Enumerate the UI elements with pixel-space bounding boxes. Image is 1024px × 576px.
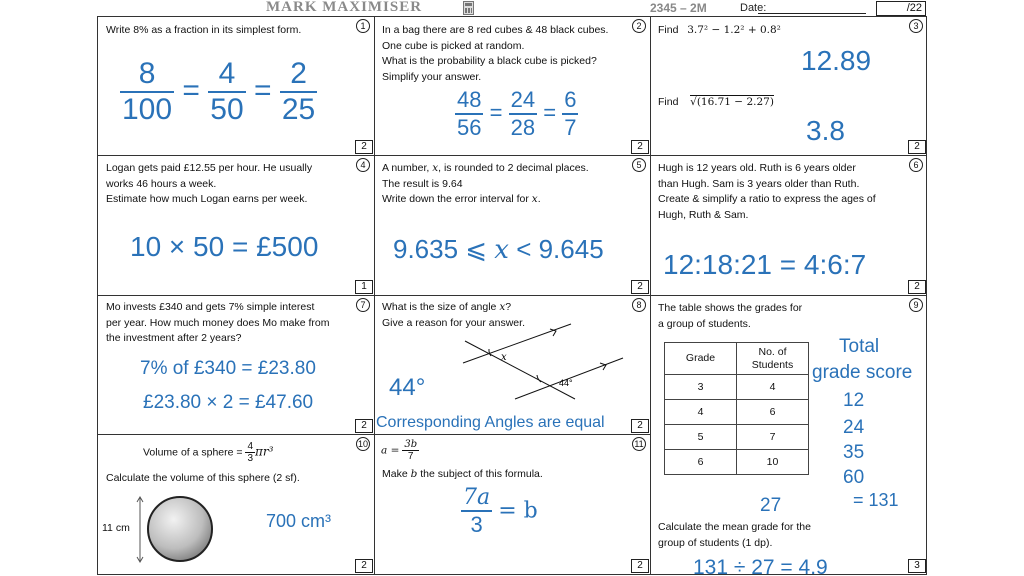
question-3-answer-1: 12.89 xyxy=(801,45,872,76)
angle-44-label: 44° xyxy=(559,378,573,388)
question-1-cell xyxy=(98,17,375,156)
student-count: 27 xyxy=(760,495,782,516)
question-2-marks: 2 xyxy=(631,140,649,154)
students-header: No. of Students xyxy=(737,343,809,375)
question-4-answer: 10 × 50 = £500 xyxy=(130,231,319,262)
question-4-cell xyxy=(98,156,375,296)
question-6-marks: 2 xyxy=(908,280,926,294)
question-3-marks: 2 xyxy=(908,140,926,154)
question-11-cell xyxy=(375,435,651,574)
score-row-4: 60 xyxy=(843,467,865,488)
angle-x-label: x xyxy=(501,352,507,363)
question-10-marks: 2 xyxy=(355,559,373,573)
question-10-number: 10 xyxy=(357,439,368,449)
question-10-formula: Volume of a sphere = $\frac{4}{3}$ πr³ xyxy=(143,441,274,464)
question-11-text: Make b the subject of this formula. xyxy=(382,468,543,480)
question-5-answer: 9.635 ⩽ x < 9.645 xyxy=(393,234,604,265)
question-8-number: 8 xyxy=(632,298,646,312)
question-9-answer: 131 ÷ 27 = 4.9 xyxy=(693,556,828,574)
question-1-number: 1 xyxy=(356,19,370,33)
grade-header: Grade xyxy=(665,343,737,375)
total-heading-2: grade score xyxy=(812,362,913,383)
question-9-prompt: Calculate the mean grade for the group of students (1 dp). xyxy=(658,521,811,549)
score-row-1: 12 xyxy=(843,390,865,411)
question-11-answer: $\frac{7a}{3}$ = b xyxy=(463,485,538,537)
score-total: = 131 xyxy=(853,490,899,510)
table-row: 5 7 xyxy=(665,425,809,450)
header xyxy=(0,0,1024,17)
table-row: 3 4 xyxy=(665,375,809,400)
date-label: Date: xyxy=(740,2,767,14)
question-11-marks: 2 xyxy=(631,559,649,573)
question-3-number: 3 xyxy=(909,19,923,33)
question-grid xyxy=(97,16,927,575)
question-10-text: Calculate the volume of this sphere (2 sf). xyxy=(106,472,300,484)
question-5-number: 5 xyxy=(632,158,646,172)
question-5-text: A number, x, is rounded to 2 decimal places. The result is 9.64 Write down the error interval for x. xyxy=(382,162,589,205)
question-5-cell xyxy=(375,156,651,296)
score-row-2: 24 xyxy=(843,417,865,438)
table-row: 6 10 xyxy=(665,450,809,475)
question-3-find-1: Find 3.7² − 1.2² + 0.8² xyxy=(658,24,781,36)
worksheet-code: 2345 – 2M xyxy=(650,1,707,15)
question-6-cell xyxy=(651,156,927,296)
score-row-3: 35 xyxy=(843,442,865,463)
question-1-answer: $\frac{8}{100}$ = $\frac{4}{50}$ = $\frac{2}{25}$ xyxy=(122,57,316,126)
brand-title: MARK MAXIMISER xyxy=(266,0,423,15)
question-6-answer: 12:18:21 = 4:6:7 xyxy=(663,249,867,280)
question-3-cell xyxy=(651,17,927,156)
question-8-text: What is the size of angle x? Give a reason for your answer. xyxy=(382,301,525,329)
question-10-answer: 700 cm³ xyxy=(266,511,332,531)
question-2-text: In a bag there are 8 red cubes & 48 black cubes. One cube is picked at random. What is the probability a black cube is picked? Simplify your answer. xyxy=(382,24,609,83)
grades-table xyxy=(664,342,809,475)
question-7-text: Mo invests £340 and gets 7% simple interest per year. How much money does Mo make from the investment after 2 years? xyxy=(106,301,330,344)
question-1-text: Write 8% as a fraction in its simplest form. xyxy=(106,24,302,36)
question-5-marks: 2 xyxy=(631,280,649,294)
question-11-number: 11 xyxy=(632,437,646,451)
question-9-number: 9 xyxy=(909,298,923,312)
score-total-box[interactable]: /22 xyxy=(876,1,926,16)
grades-table-header xyxy=(665,343,809,375)
sphere-diameter-label: 11 cm xyxy=(102,522,130,534)
question-3-find-2: Find √(16.71 − 2.27) xyxy=(658,96,774,108)
question-7-marks: 2 xyxy=(355,419,373,433)
sphere-diagram xyxy=(98,435,375,574)
calculator-icon xyxy=(463,1,474,15)
question-9-text: The table shows the grades for a group of students. xyxy=(658,302,803,330)
question-10-cell xyxy=(98,435,375,574)
question-9-cell xyxy=(651,296,927,574)
question-8-reason: Corresponding Angles are equal xyxy=(376,414,605,431)
question-8-answer: 44° xyxy=(389,374,426,401)
question-1-marks: 2 xyxy=(355,140,373,154)
question-9-marks: 3 xyxy=(908,559,926,573)
question-4-number: 4 xyxy=(356,158,370,172)
question-11-formula: a = $\frac{3b}{7}$ xyxy=(381,439,418,462)
question-7-number: 7 xyxy=(356,298,370,312)
question-2-number: 2 xyxy=(632,19,646,33)
total-heading-1: Total xyxy=(839,336,880,357)
date-field[interactable] xyxy=(758,13,866,14)
question-4-marks: 1 xyxy=(355,280,373,294)
question-7-answer-1: 7% of £340 = £23.80 xyxy=(140,358,316,379)
table-row: 4 6 xyxy=(665,400,809,425)
question-3-answer-2: 3.8 xyxy=(806,115,845,146)
question-2-answer: $\frac{48}{56}$ = $\frac{24}{28}$ = $\frac{6}{7}$ xyxy=(457,87,577,140)
question-6-number: 6 xyxy=(909,158,923,172)
question-7-cell xyxy=(98,296,375,435)
question-8-cell xyxy=(375,296,651,435)
question-6-text: Hugh is 12 years old. Ruth is 6 years older than Hugh. Sam is 3 years older than Ruth. Create & simplify a ratio to express the ages of Hugh, Ruth & Sam. xyxy=(658,162,876,221)
question-8-marks: 2 xyxy=(631,419,649,433)
question-4-text: Logan gets paid £12.55 per hour. He usually works 46 hours a week. Estimate how much Logan earns per week. xyxy=(106,162,313,205)
question-7-answer-2: £23.80 × 2 = £47.60 xyxy=(143,392,314,413)
question-2-cell xyxy=(375,17,651,156)
